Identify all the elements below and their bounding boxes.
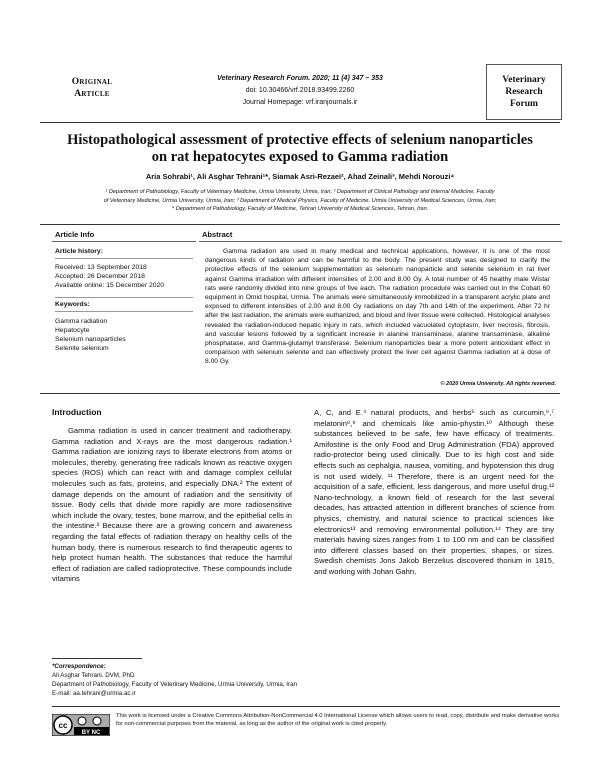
affiliations: [48, 188, 552, 214]
journal-logo-box: [486, 64, 562, 120]
article-type-label: [52, 76, 132, 100]
affiliation-line: of Veterinary Medicine, Urmia University, Urmia, Iran; ³ Department of Medical Physics, Faculty of Medicine, Urmia University of Medical Sciences, Urmia, Iran;: [103, 197, 497, 204]
svg-text:cc: cc: [58, 721, 68, 730]
article-title: [40, 132, 560, 166]
corresponding-dept: Department of Pathobiology, Faculty of Veterinary Medicine, Urmia University, Urmia, Iran: [52, 681, 297, 688]
history-title: Article history:: [55, 248, 103, 255]
correspondence-title: *Correspondence:: [52, 663, 106, 670]
article-info-heading: Article Info: [52, 230, 196, 242]
divider: [55, 311, 193, 312]
article-type-line-2: Article: [74, 89, 110, 99]
abstract-text: Gamma radiation are used in many medical and technical applications, however, it is one of the most dangerous kinds of radiation and can be harmful to the body. The present study was designed to clarify the protective effects of the selenium supplementation as selenium nanoparticle and selenite selenium in rat liver against Gamma irradiation with different intensities of 2.00 and 8.00 Gy. A total number of 45 healthy male Wistar rats were randomly divided into nine groups of five each. The radiation procedure was carried out in the Cobalt 60 equipment in Omid hospital, Urmia. The animals were simultaneously immobilized in a transparent acrylic plate and exposed to different intensities of 2.00 and 8.00 Gy radiations on day 7th and 14th of the experiment. After 72 hr after the last radiation, the animals were euthanized, and blood and liver tissue were collected. Histological analyses revealed the radiation-induced hepatic injury in rats, which included vacuolated cytoplasm, liver necrosis, fibrosis, and vascular lesions followed by a significant increase in alanine transaminase, alanine transaminase, alkaline phosphatase, and Gamma-glutamyl transferase. Selenium nanoparticles bear a more potent antioxidant effect in comparison with selenium selenite and can effectively protect the liver cell against Gamma radiation at a dose of 8.00 Gy.: [205, 248, 550, 366]
keyword-item: Gamma radiation: [55, 318, 108, 325]
cc-icon: [52, 714, 110, 736]
article-type-line-1: Original: [71, 77, 113, 87]
intro-left-paragraph: Gamma radiation is used in cancer treatment and radiotherapy. Gamma radiation and X-rays are the most dangerous radiation.¹ Gamma radiation are ionizing rays to liberate electrons from atoms or molecules, thereby, generating free radicals known as reactive oxygen species (ROS) which can react with and damage complex cellular molecules such as fats, proteins, and especially DNA.² The extent of damage depends on the amount of radiation and the sensitivity of tissue. Body cells that divide more rapidly are more radiosensitive which include the ovary, testes, bone marrow, and the epithelial cells in the intestine.³ Because there are a growing concern and awareness regarding the fatal effects of radiation therapy on healthy cells of the human body, there is numerous research to find therapeutic agents to help protect human health. The substances that reduce the harmful effect of radiation are called radioprotective. These compounds include vitamins: [52, 426, 292, 584]
author-list: Aria Sohrabi¹, Ali Asghar Tehrani¹*, Siamak Asri-Rezaei², Ahad Zeinali³, Mehdi Norouzi⁴: [145, 172, 455, 181]
keyword-item: Selenite selenium: [55, 345, 109, 352]
introduction-heading: Introduction: [52, 407, 102, 417]
keyword-item: Hepatocyte: [55, 327, 90, 334]
logo-line-2: Research: [505, 87, 543, 97]
article-info-body: [52, 245, 196, 355]
cc-label: BY NC: [81, 730, 101, 736]
online-date: Available online: 15 December 2020: [55, 282, 165, 289]
correspondence-rule: [52, 658, 142, 659]
affiliation-line: ⁴ Department of Pathobiology, Faculty of Medicine, Tehran University of Medical Sciences, Tehran, Iran.: [171, 206, 429, 212]
copyright-notice: © 2020 Urmia University. All rights reserved.: [440, 381, 556, 387]
doi-link[interactable]: doi: 10.30466/vrf.2018.93499.2260: [245, 87, 355, 94]
keywords-title: Keywords:: [55, 301, 90, 308]
corresponding-email[interactable]: E-mail: aa.tehrani@urmia.ac.ir: [52, 690, 136, 697]
divider: [55, 297, 193, 298]
logo-line-1: Veterinary: [502, 75, 546, 85]
affiliation-line: ¹ Department of Pathobiology, Faculty of Veterinary Medicine, Urmia University, Urmia, Iran; ² Department of Clinical Pathology and Internal Medicine, Faculty: [105, 189, 495, 195]
correspondence-block: [52, 662, 302, 698]
intro-right-paragraph: A, C, and E.⁴ natural products, and herbs⁵ such as curcumin,⁶,⁷ melatonin⁸,⁹ and chemicals like amio-phystin.¹⁰ Although these substances believed to be safe, few have efficacy of treatments. Amifostine is the only Food and Drug Administration (FDA) approved radio-protector being used clinically. Due to its high cost and side effects such as cephalgia, nausea, vomiting, and hypotension this drug is not used widely. ¹¹ Therefore, there is an urgent need for the acquisition of a safe, efficient, less dangerous, and more useful drug.¹² Nano-technology, a known field of research for the last several decades, has attracted attention in different branches of science from physics, chemistry, and natural science to practical sciences like electronics¹³ and removing environmental pollution.¹⁴ They are tiny materials having sizes ranges from 1 to 100 nm and can be classified into different classes based on their properties, shapes, or sizes. Swedish chemists Jons Jakob Berzelius discovered thorium in 1815, and working with Johan Gahn,: [314, 408, 554, 576]
license-rule: [52, 706, 560, 707]
title-line-1: Histopathological assessment of protective effects of selenium nanoparticles: [67, 132, 533, 148]
divider: [55, 258, 193, 259]
affil-rule: [40, 224, 560, 225]
header-rule: [40, 122, 560, 123]
logo-line-3: Forum: [510, 99, 538, 109]
received-date: Received: 13 September 2018: [55, 264, 147, 271]
journal-homepage[interactable]: Journal Homepage: vrf.iranjournals.ir: [242, 99, 358, 106]
creative-commons-badge[interactable]: [52, 714, 110, 736]
intro-column-left: [52, 426, 292, 585]
accepted-date: Accepted: 26 December 2018: [55, 273, 145, 280]
abstract-heading: Abstract: [199, 230, 562, 242]
title-line-2: on rat hepatocytes exposed to Gamma radiation: [151, 149, 449, 165]
license-text: This work is licensed under a Creative Commons Attribution-NonCommercial 4.0 International License which allows users to read, copy, distribute and make derivative works for non-commercial purposes from the material, as long as the author of the original work is cited properly.: [116, 713, 560, 728]
journal-citation: Veterinary Research Forum. 2020; 11 (4) 347 – 353: [217, 75, 383, 82]
abstract-rule: [40, 393, 560, 394]
keyword-item: Selenium nanoparticles: [55, 336, 126, 343]
intro-column-right: [314, 408, 554, 578]
corresponding-author: Ali Asghar Tehrani. DVM, PhD: [52, 672, 135, 679]
journal-info: [180, 73, 420, 109]
